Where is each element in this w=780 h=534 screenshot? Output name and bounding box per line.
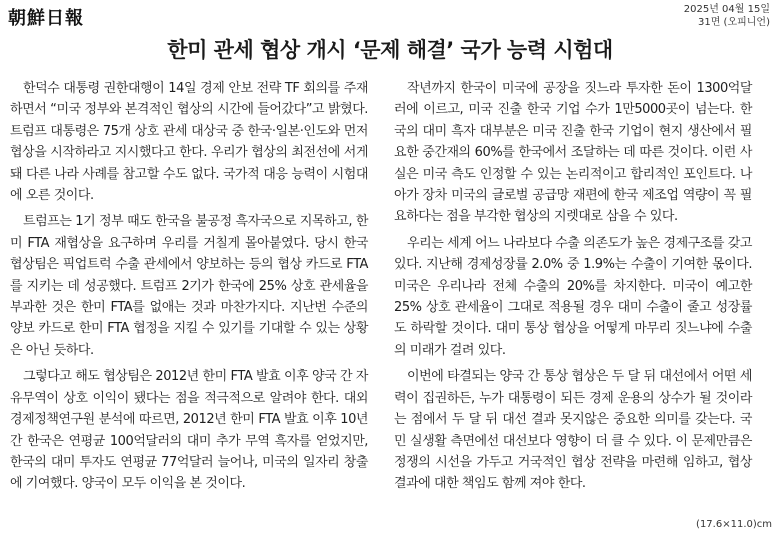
article-paragraph: 그렇다고 해도 협상팀은 2012년 한미 FTA 발효 이후 양국 간 자유무역이 상호 이익이 됐다는 점을 적극적으로 알려야 한다. 대외경제정책연구원 분석에 따르면, 2012년 한미 FTA 발효 이후 10년간 한국은 연평균 100억달러의 대미 추가 무역 흑자를 얻었지만, 한국의 대미 투자도 연평균 77억달러 늘어나, 미국의 일자리 창출에 기여했다. 양국이 모두 이익을 본 것이다.: [10, 369, 368, 492]
issue-date: 2025년 04월 15일: [683, 4, 770, 15]
article-headline: 한미 관세 협상 개시 ‘문제 해결’ 국가 능력 시험대: [167, 38, 613, 62]
article-paragraph: 작년까지 한국이 미국에 공장을 짓느라 투자한 돈이 1300억달러에 이르고, 미국 진출 한국 기업 수가 1만5000곳이 넘는다. 한국의 대미 흑자 대부분은 미국 진출 한국 기업이 현지 생산에서 필요한 중간재의 60%를 한국에서 조달하는 데 따른 것이다. 이런 사실은 미국 측도 인정할 수 있는 논리적이고 합리적인 포인트다. 나아가 장차 미국의 글로벌 공급망 재편에 한국 제조업 역량이 꼭 필요하다는 점을 부각한 협상의 지렛대로 삼을 수 있다.: [394, 81, 752, 225]
article-paragraph: 트럼프는 1기 정부 때도 한국을 불공정 흑자국으로 지목하고, 한미 FTA 재협상을 요구하며 우리를 거칠게 몰아붙였다. 당시 한국 협상팀은 픽업트럭 수출 관세에서 양보하는 등의 협상 카드로 FTA를 지키는 데 성공했다. 트럼프 2기가 한국에 25% 상호 관세율을 부과한 것은 한미 FTA를 없애는 것과 마찬가지다. 지난번 수준의 양보 카드로 한미 FTA 협정을 지킬 수 있기를 기대할 수 있는 상황은 아닌 듯하다.: [10, 214, 368, 358]
issue-meta: [684, 3, 770, 29]
article-paragraph: 한덕수 대통령 권한대행이 14일 경제 안보 전략 TF 회의를 주재하면서 “미국 정부와 본격적인 협상의 시간에 들어갔다”고 밝혔다. 트럼프 대통령은 75개 상호 관세 대상국 중 한국·일본·인도와 먼저 협상을 시작하라고 지시했다고 한다. 우리가 협상의 최전선에 서게 돼 다른 나라 사례를 참고할 수도 없다. 국가적 대응 능력이 시험대에 오른 것이다.: [10, 81, 368, 204]
article-column-left: [10, 78, 368, 500]
article-column-right: [394, 78, 752, 500]
newspaper-logo: 朝鮮日報: [8, 8, 84, 29]
article-paragraph: 우리는 세계 어느 나라보다 수출 의존도가 높은 경제구조를 갖고 있다. 지난해 경제성장률 2.0% 중 1.9%는 수출이 기여한 몫이다. 미국은 우리나라 전체 수출의 20%를 차지한다. 미국이 예고한 25% 상호 관세율이 그대로 적용될 경우 대미 수출이 줄고 성장률도 하락할 것이다. 대미 통상 협상을 어떻게 마무리 짓느냐에 수출의 미래가 걸려 있다.: [394, 235, 752, 358]
clipping-size-note: (17.6×11.0)cm: [696, 519, 772, 530]
article-paragraph: 이번에 타결되는 양국 간 통상 협상은 두 달 뒤 대선에서 어떤 세력이 집권하든, 누가 대통령이 되든 경제 운용의 상수가 될 것이라는 점에서 두 달 뒤 대선 결과 못지않은 중요한 의미를 갖는다. 국민 실생활 측면에선 대선보다 영향이 더 클 수 있다. 이 문제만큼은 정쟁의 시선을 가두고 거국적인 협상 전략을 마련해 임하고, 협상 결과에 대한 책임도 함께 져야 한다.: [394, 369, 752, 492]
issue-page: 31면 (오피니언): [697, 17, 770, 28]
